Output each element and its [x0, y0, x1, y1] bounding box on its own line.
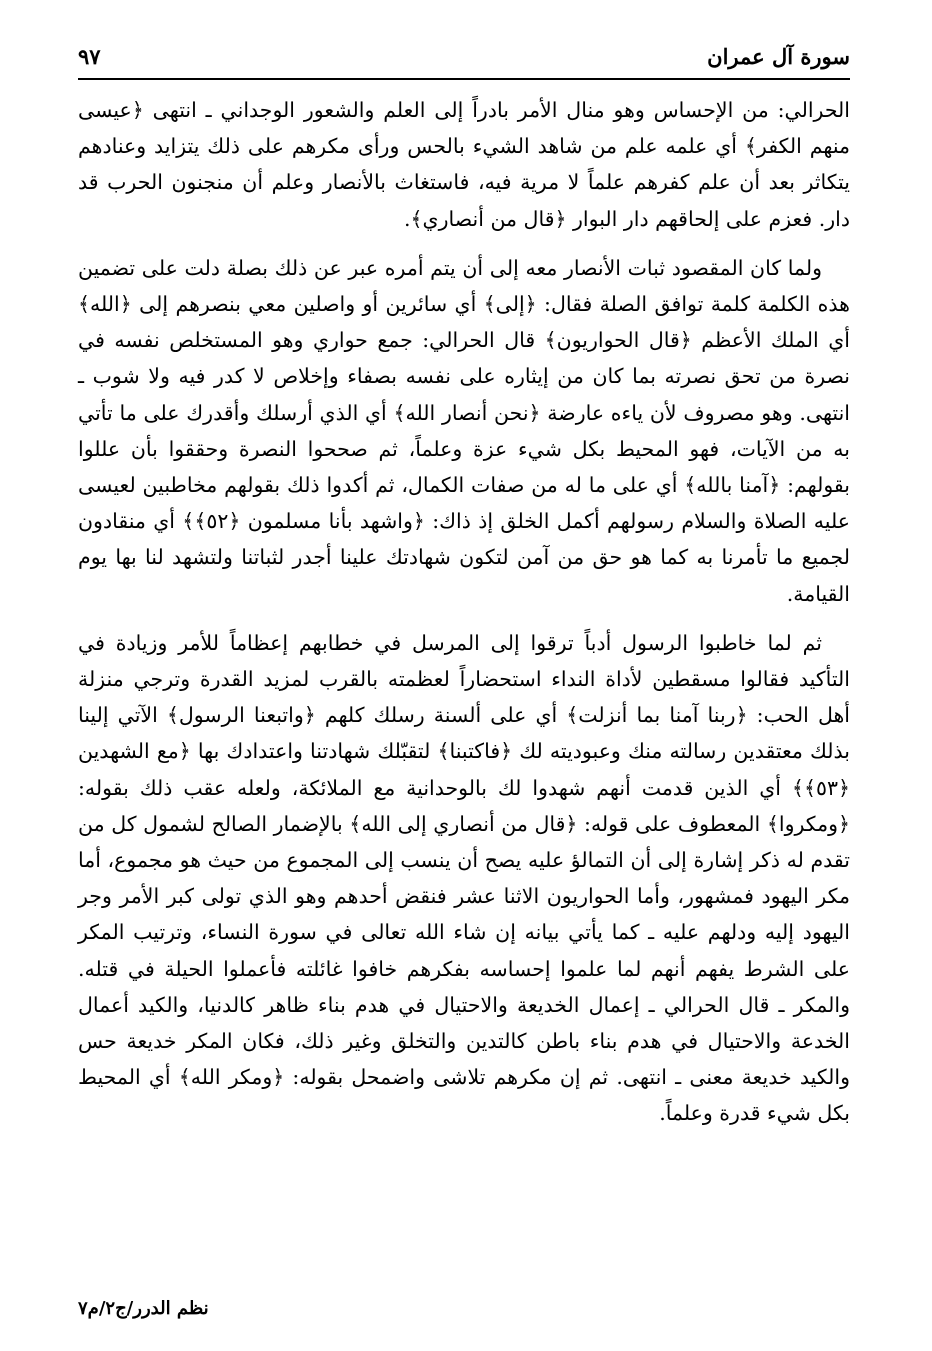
- paragraph-3: ثم لما خاطبوا الرسول أدباً ترقوا إلى المرسل في خطابهم إعظاماً للأمر وزيادة في التأكيد فقالوا مسقطين لأداة النداء استحضاراً لعظمته بالقرب لمزيد القدرة وترجي منزلة أهل الحب: ﴿ربنا آمنا بما أنزلت﴾ أي على ألسنة رسلك كلهم ﴿واتبعنا الرسول﴾ الآتي إلينا بذلك معتقدين رسالته منك وعبوديته لك ﴿فاكتبنا﴾ لتقبّلك شهادتنا واعتدادك بها ﴿مع الشهدين ﴿٥٣﴾﴾ أي الذين قدمت أنهم شهدوا لك بالوحدانية مع الملائكة، ولعله عقب ذلك بقوله: ﴿ومكروا﴾ المعطوف على قوله: ﴿قال من أنصاري إلى الله﴾ بالإضمار الصالح لشمول كل من تقدم له ذكر إشارة إلى أن التمالؤ عليه يصح أن ينسب إلى المجموع من حيث هو مجموع، أما مكر اليهود فمشهور، وأما الحواريون الاثنا عشر فنقض أحدهم وهو الذي تولى كبر الأمر وجر اليهود إليه ودلهم عليه ـ كما يأتي بيانه إن شاء الله تعالى في سورة النساء، وترتيب المكر على الشرط يفهم أنهم لما علموا إحساسه بفكرهم خافوا غائلته فأعملوا الحيلة في قتله. والمكر ـ قال الحرالي ـ إعمال الخديعة والاحتيال في هدم بناء ظاهر كالدنيا، والكيد أعمال الخدعة والاحتيال في هدم بناء باطن كالتدين والتخلق وغير ذلك، فكان المكر خديعة حس والكيد خديعة معنى ـ انتهى. ثم إن مكرهم تلاشى واضمحل بقوله: ﴿ومكر الله﴾ أي المحيط بكل شيء قدرة وعلماً.: [78, 630, 850, 1126]
- signature-mark: نظم الدرر/ج٢/م٧: [78, 1298, 209, 1319]
- page-header: [78, 38, 850, 80]
- page-body: [78, 92, 850, 1132]
- paragraph-2: ولما كان المقصود ثبات الأنصار معه إلى أن يتم أمره عبر عن ذلك بصلة دلت على تضمين هذه الكلمة كلمة توافق الصلة فقال: ﴿إلى﴾ أي سائرين أو واصلين معي بنصرهم إلى ﴿الله﴾ أي الملك الأعظم ﴿قال الحواريون﴾ قال الحرالي: جمع حواري وهو المستخلص نفسه في نصرة من تحق نصرته بما كان من إيثاره على نفسه بصفاء وإخلاص لا كدر فيه ولا شوب ـ انتهى. وهو مصروف لأن ياءه عارضة ﴿نحن أنصار الله﴾ أي الذي أرسلك وأقدرك على ما تأتي به من الآيات، فهو المحيط بكل شيء عزة وعلماً، ثم صححوا النصرة وحققوا بأن عللوا بقولهم: ﴿آمنا بالله﴾ أي على ما له من صفات الكمال، ثم أكدوا ذلك بقولهم مخاطبين لعيسى عليه الصلاة والسلام رسولهم أكمل الخلق إذ ذاك: ﴿واشهد بأنا مسلمون ﴿٥٢﴾﴾ أي منقادون لجميع ما تأمرنا به كما هو حق من آمن لتكون شهادتك علينا أجدر لثباتنا ولتشهد لنا بها يوم القيامة.: [78, 255, 850, 606]
- paragraph-1: الحرالي: من الإحساس وهو منال الأمر بادراً إلى العلم والشعور الوجداني ـ انتهى ﴿عيسى منهم الكفر﴾ أي علمه علم من شاهد الشيء بالحس ورأى مكرهم على ذلك يتزايد وعنادهم يتكاثر بعد أن علم كفرهم علماً لا مرية فيه، فاستغاث بالأنصار وعلم أن منجنون الحرب قد دار. فعزم على إلحاقهم دار البوار ﴿قال من أنصاري﴾.: [78, 98, 850, 231]
- page-number: ٩٧: [78, 44, 101, 69]
- surah-title: سورة آل عمران: [707, 44, 850, 69]
